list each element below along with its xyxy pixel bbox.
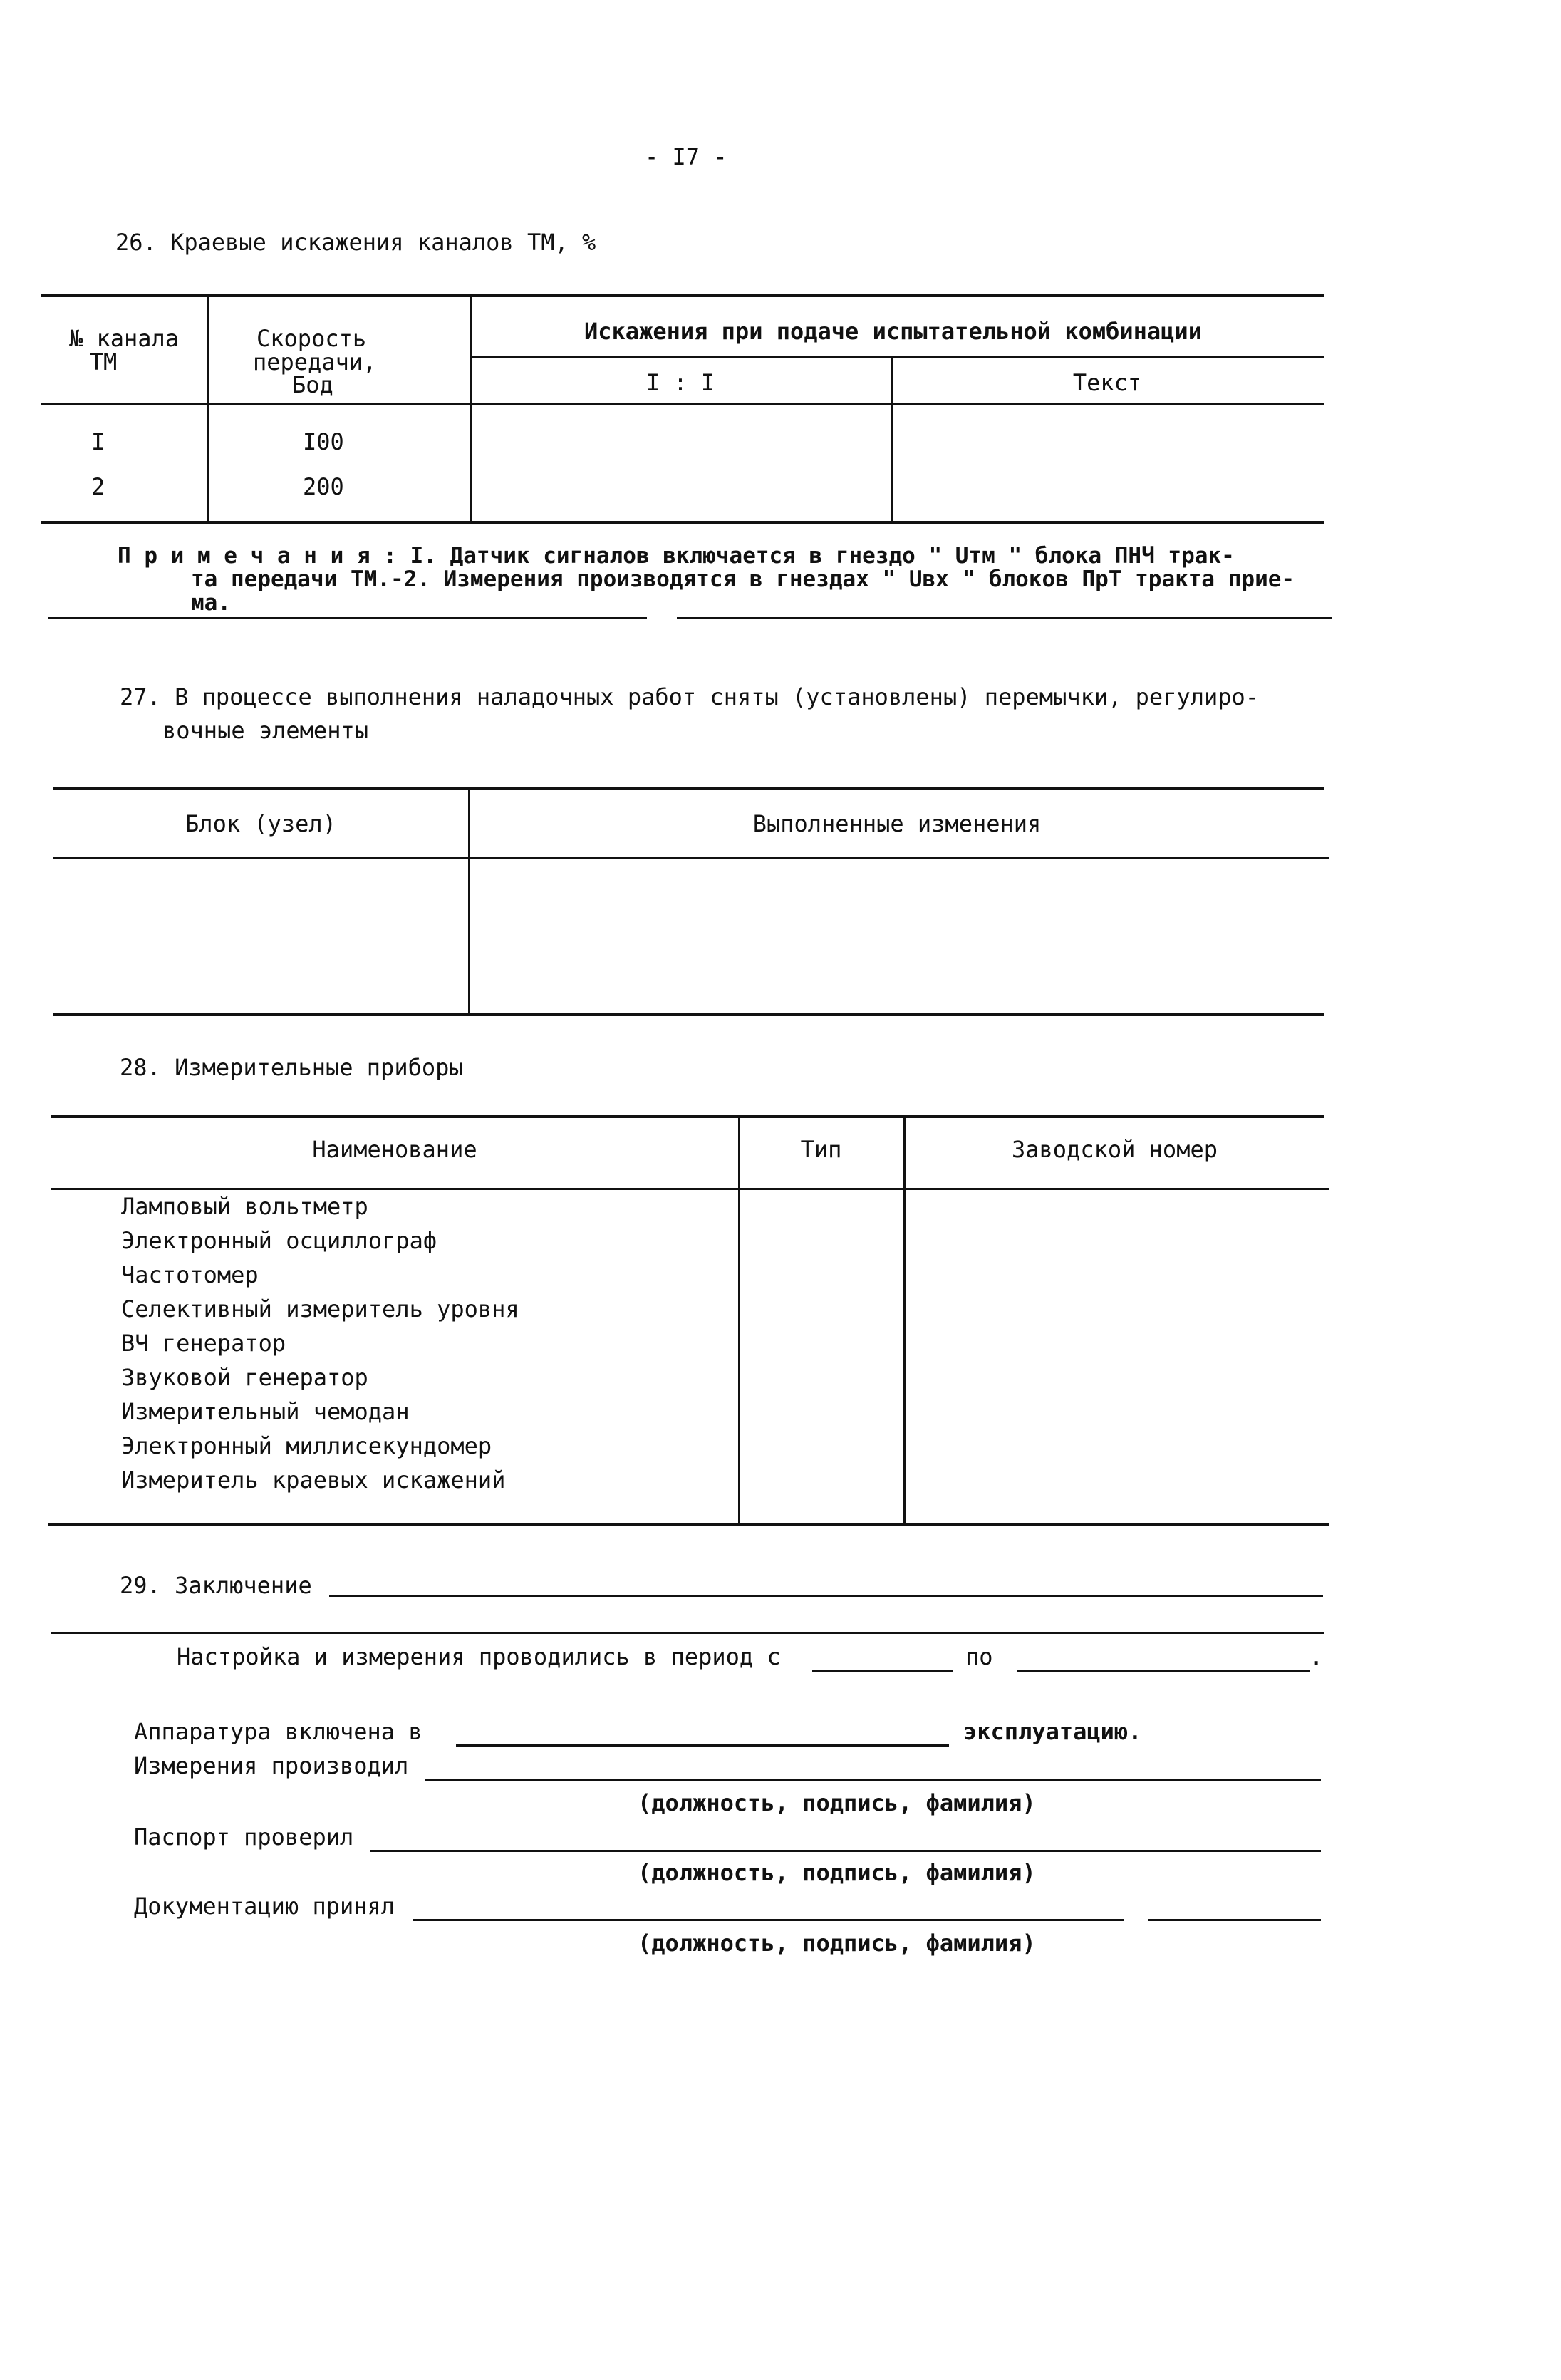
table-rule [472, 356, 1324, 358]
list-item: Частотомер [121, 1261, 259, 1288]
list-item: Измеритель краевых искажений [121, 1466, 506, 1494]
header-text: Текст [1072, 369, 1142, 396]
table-rule [53, 787, 1324, 790]
table-rule [470, 296, 472, 522]
conclusion-line [51, 1632, 1324, 1634]
header-type: Тип [800, 1136, 842, 1163]
table-rule [51, 1188, 1329, 1190]
section-26-title: 26. Краевые искажения каналов ТМ, % [115, 229, 596, 256]
list-item: Селективный измеритель уровня [121, 1295, 519, 1323]
header-distortion: Искажения при подаче испытательной комбинации [584, 318, 1202, 345]
list-item: ВЧ генератор [121, 1330, 286, 1357]
signature-line [1148, 1919, 1321, 1921]
table-rule [738, 1117, 740, 1524]
page-number: - I7 - [645, 143, 727, 170]
date-to-line [1017, 1670, 1310, 1672]
list-item: Ламповый вольтметр [121, 1193, 368, 1220]
signature-caption: (должность, подпись, фамилия) [638, 1789, 1036, 1816]
signature-line [370, 1850, 1321, 1852]
note-rule [48, 617, 647, 619]
period-label: Настройка и измерения проводились в период с [177, 1643, 781, 1670]
table-rule [41, 294, 1324, 297]
table-rule [53, 857, 1329, 859]
list-item: Электронный осциллограф [121, 1227, 437, 1254]
header-name: Наименование [312, 1136, 477, 1163]
header-changes: Выполненные изменения [752, 810, 1042, 837]
header-block: Блок (узел) [185, 810, 336, 837]
header-channel-tm: ТМ [89, 348, 118, 376]
date-from-line [812, 1670, 953, 1672]
passport-label: Паспорт проверил [134, 1823, 354, 1851]
signature-caption: (должность, подпись, фамилия) [638, 1859, 1036, 1886]
section-27-title: 27. В процессе выполнения наладочных работ сняты (установлены) перемычки, регулиро- [120, 683, 1260, 710]
table-rule [903, 1117, 906, 1524]
header-channel: № канала [68, 325, 180, 352]
section-28-title: 28. Измерительные приборы [120, 1054, 463, 1081]
table-rule [48, 1523, 1329, 1526]
section-29-title: 29. Заключение [120, 1572, 312, 1599]
conclusion-line [329, 1595, 1323, 1597]
note-rule [677, 617, 1332, 619]
header-speed: Бод [292, 371, 333, 398]
signature-caption: (должность, подпись, фамилия) [638, 1930, 1036, 1957]
measured-label: Измерения производил [134, 1752, 409, 1779]
table-rule [207, 296, 209, 522]
table-rule [53, 1013, 1324, 1016]
note-line: П р и м е ч а н и я : I. Датчик сигналов включается в гнездо " Uтм " блока ПНЧ трак- [118, 543, 1235, 569]
period-end: . [1310, 1643, 1324, 1670]
list-item: Звуковой генератор [121, 1364, 368, 1391]
header-ratio: I : I [645, 369, 715, 396]
equipment-line [456, 1744, 949, 1747]
row-speed: I00 [303, 428, 344, 455]
table-rule [41, 521, 1324, 524]
signature-line [413, 1919, 1124, 1921]
note-line: ма. [191, 590, 231, 616]
row-channel: 2 [91, 473, 105, 500]
row-channel: I [91, 428, 105, 455]
header-serial: Заводской номер [1012, 1136, 1218, 1163]
list-item: Электронный миллисекундомер [121, 1432, 492, 1459]
equipment-suffix: эксплуатацию. [963, 1718, 1142, 1745]
list-item: Измерительный чемодан [121, 1398, 410, 1425]
period-to: по [965, 1643, 993, 1670]
section-27-title: вочные элементы [162, 717, 368, 744]
row-speed: 200 [303, 473, 344, 500]
equipment-label: Аппаратура включена в [134, 1718, 422, 1745]
note-line: та передачи ТМ.-2. Измерения производятся в гнездах " Uвх " блоков ПрТ тракта прие- [191, 566, 1295, 592]
table-rule [41, 403, 1324, 405]
header-speed: Скорость [256, 325, 367, 352]
header-speed: передачи, [253, 348, 377, 376]
docs-label: Документацию принял [134, 1893, 395, 1920]
signature-line [425, 1779, 1321, 1781]
table-rule [51, 1115, 1324, 1118]
